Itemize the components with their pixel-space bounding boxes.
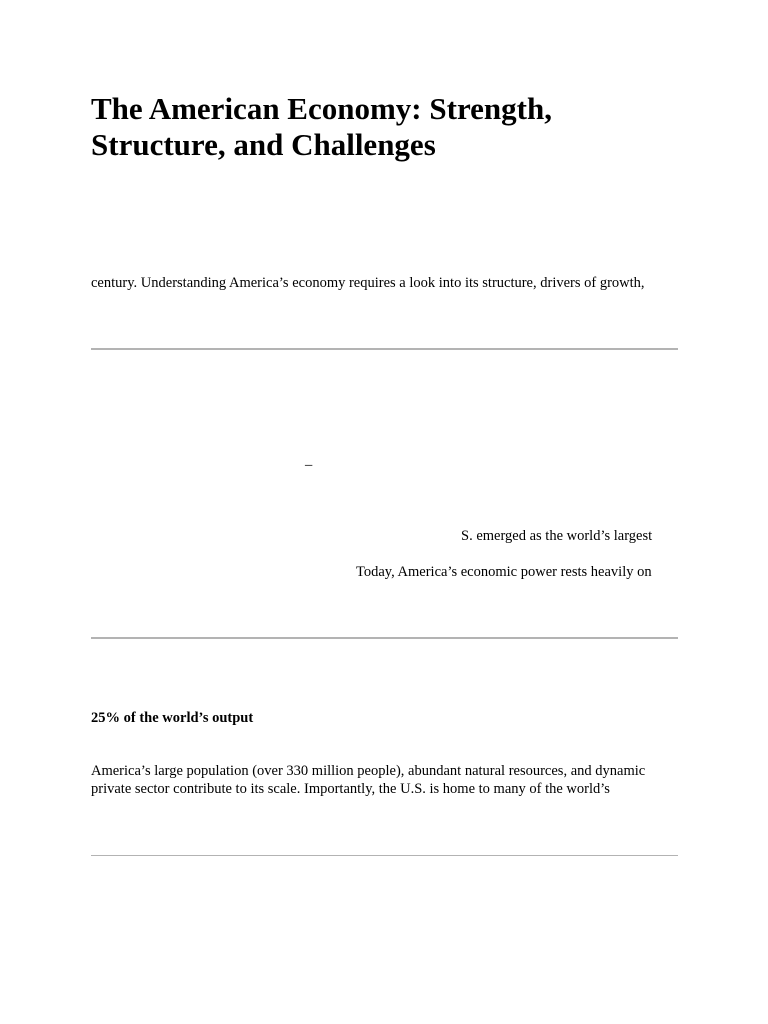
body-paragraph-line-1: America’s large population (over 330 million people), abundant natural resources, and dynamic (91, 763, 646, 779)
body-paragraph-line-2: private sector contribute to its scale. Importantly, the U.S. is home to many of the world’s (91, 781, 610, 797)
history-text-line-1: S. emerged as the world’s largest (461, 528, 653, 544)
intro-paragraph-line: century. Understanding America’s economy requires a look into its structure, drivers of growth, (91, 275, 645, 291)
dash-fragment: – (305, 457, 313, 473)
section-divider (91, 348, 678, 350)
bold-heading-text: 25% of the world’s output (91, 710, 254, 726)
section-divider (91, 855, 678, 856)
history-text-line-2: Today, America’s economic power rests heavily on (356, 564, 652, 580)
section-divider (91, 637, 678, 639)
page-title: The American Economy: Strength, Structure, and Challenges (91, 91, 552, 162)
